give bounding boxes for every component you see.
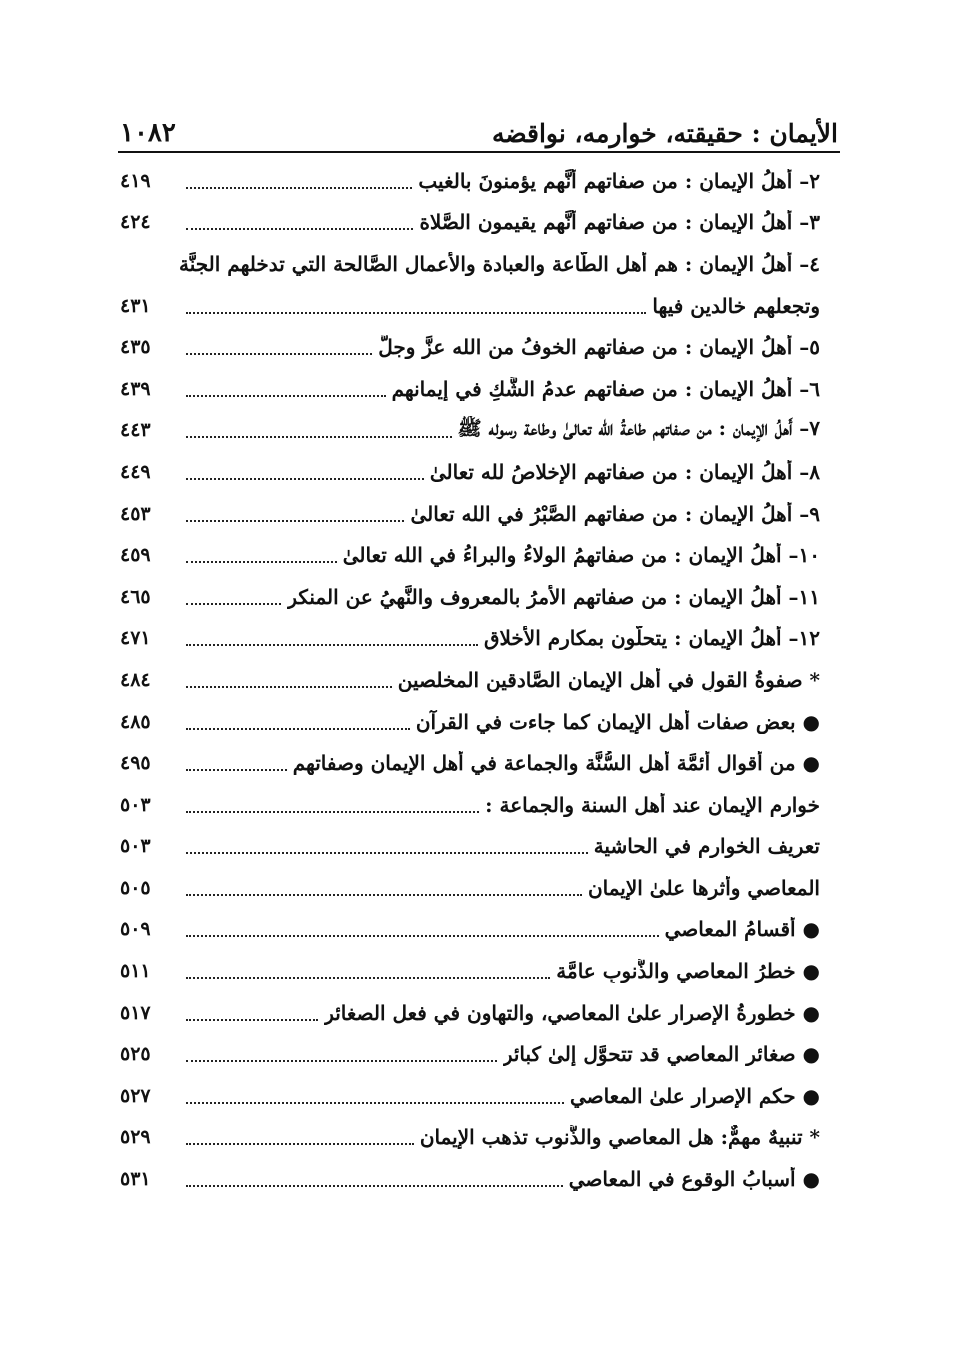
dot-leader bbox=[186, 561, 337, 563]
toc-entry-title: ● خطورةُ الإصرار علىٰ المعاصي، والتهاون في فعل الصغائر bbox=[324, 1000, 820, 1025]
toc-entry-title: ● أقسامُ المعاصي bbox=[664, 917, 820, 942]
toc-entry-title: ● خطرُ المعاصي والذُّنوبِ عامَّة bbox=[556, 959, 820, 984]
page-number: ١٠٨٢ bbox=[120, 118, 176, 148]
toc-entry-title: ٨– أَهلُ الإيمان : من صفاتهم الإخلاصُ لله تعالىٰ bbox=[429, 459, 820, 484]
running-title: الأيمان : حقيقته، خوارمه، نواقضه bbox=[491, 119, 838, 148]
toc-page-number: ٥٢٧ bbox=[120, 1084, 151, 1107]
toc-entry bbox=[120, 1075, 820, 1117]
toc-entry-title: ١٢– أَهلُ الإيمان : يتحلَّون بمكارم الأخلاق bbox=[483, 626, 820, 651]
toc-entry bbox=[120, 243, 820, 285]
dot-leader bbox=[186, 1185, 563, 1187]
toc-entry bbox=[120, 534, 820, 576]
toc-entry bbox=[120, 618, 820, 660]
toc-page-number: ٤٥٩ bbox=[120, 544, 151, 567]
toc-page-number: ٤٨٥ bbox=[120, 710, 151, 733]
toc-page-number: ٤٥٣ bbox=[120, 502, 151, 525]
toc-entry-title: ٢– أَهلُ الإيمانِ : من صفاتهم أنَّهم يؤمنونَ بالغيب bbox=[418, 168, 820, 193]
toc-entry bbox=[120, 451, 820, 493]
toc-entry-title: المعاصي وأثرها علىٰ الإيمان bbox=[587, 875, 820, 900]
toc-entry-title: ١٠– أَهلُ الإيمان : من صفاتهمُ الولاءُ والبراءُ في الله تعالىٰ bbox=[342, 543, 820, 568]
toc-page-number: ٥١٧ bbox=[120, 1001, 151, 1024]
dot-leader bbox=[186, 478, 424, 480]
toc-entry bbox=[120, 410, 820, 452]
toc-entry bbox=[120, 950, 820, 992]
toc-page-number: ٥٢٩ bbox=[120, 1126, 151, 1149]
toc-entry bbox=[120, 992, 820, 1034]
toc-page-number: ٤١٩ bbox=[120, 169, 151, 192]
toc-entry-title: ● صغائر المعاصي قد تتحوَّل إلىٰ كبائر bbox=[502, 1042, 820, 1067]
toc-entry-title: ٣– أَهلُ الإيمان : من صفاتهم أنَّهم يقيمون الصَّلاة bbox=[419, 210, 820, 235]
dot-leader bbox=[186, 436, 452, 438]
toc-entry bbox=[120, 867, 820, 909]
toc-entry bbox=[120, 202, 820, 244]
toc-entry-title: * تنبيهٌ مهمٌّ: هل المعاصي والذُّنوب تذهب الإيمان bbox=[419, 1125, 820, 1150]
toc-entry-title: ٩– أَهلُ الإيمان : من صفاتهم الصَّبْرُ في الله تعالىٰ bbox=[410, 501, 820, 526]
toc-page-number: ٤٤٣ bbox=[120, 419, 151, 442]
dot-leader bbox=[186, 1143, 414, 1145]
toc-entry bbox=[120, 701, 820, 743]
toc-entry bbox=[120, 784, 820, 826]
toc-page-number: ٥٠٣ bbox=[120, 793, 151, 816]
toc-entry bbox=[120, 1117, 820, 1159]
dot-leader bbox=[186, 1102, 564, 1104]
toc-entry bbox=[120, 576, 820, 618]
toc-entry-title: * صفوةُ القولِ في أَهل الإيمان الصَّادقين المخلصين bbox=[397, 667, 820, 692]
dot-leader bbox=[186, 312, 646, 314]
toc-entry bbox=[120, 1158, 820, 1200]
dot-leader bbox=[186, 1060, 497, 1062]
toc-entry-title: ● حكم الإصرار علىٰ المعاصي bbox=[569, 1083, 820, 1108]
toc-entry bbox=[120, 1033, 820, 1075]
dot-leader bbox=[186, 187, 412, 189]
toc-page-number: ٥٠٥ bbox=[120, 876, 151, 899]
toc-entry bbox=[120, 826, 820, 868]
toc-page-number: ٤٦٥ bbox=[120, 585, 151, 608]
dot-leader bbox=[186, 728, 410, 730]
dot-leader bbox=[186, 353, 372, 355]
toc-entry-title: ٧– أَهلُ الإيمان : من صفاتهم طاعةُ الله تعالىٰ وطاعة رسوله ﷺ bbox=[457, 415, 820, 440]
toc-entry bbox=[120, 285, 820, 327]
dot-leader bbox=[186, 977, 550, 979]
toc-entry-title: ٥– أَهلُ الإيمان : من صفاتهم الخوفُ من الله عزَّ وجلَّ bbox=[378, 335, 820, 360]
toc-entry bbox=[120, 659, 820, 701]
toc-entry bbox=[120, 909, 820, 951]
toc-page-number: ٥١١ bbox=[120, 960, 151, 983]
dot-leader bbox=[186, 520, 404, 522]
toc-page-number: ٤٣١ bbox=[120, 294, 151, 317]
dot-leader bbox=[186, 686, 392, 688]
dot-leader bbox=[186, 228, 413, 230]
dot-leader bbox=[186, 1019, 318, 1021]
toc-page-number: ٤٩٥ bbox=[120, 752, 151, 775]
toc-entry-title: ● بعض صفات أَهل الإيمان كما جاءت في القرآن bbox=[415, 709, 820, 734]
toc-entry-title: ٤– أَهلُ الإيمان : هم أَهل الطَّاعة والعبادة والأعمال الصَّالحة التي تدخلهم الجنَّة bbox=[178, 251, 820, 276]
toc-page-number: ٤٧١ bbox=[120, 627, 151, 650]
toc-page-number: ٥٢٥ bbox=[120, 1043, 151, 1066]
toc-entry-title: ٦– أَهلُ الإيمان : من صفاتهم عدمُ الشَّكِ في إيمانهم bbox=[391, 376, 820, 401]
toc-page-number: ٥٠٣ bbox=[120, 835, 151, 858]
toc-entry-title: خوارم الإيمان عند أهل السنة والجماعة : bbox=[485, 792, 820, 817]
dot-leader bbox=[186, 852, 588, 854]
toc-entry-title: ● من أقوال أئمَّة أَهل السُّنَّة والجماعة في أَهل الإيمان وصفاتهم bbox=[292, 751, 820, 776]
toc-entry bbox=[120, 742, 820, 784]
dot-leader bbox=[186, 603, 281, 605]
toc-page-number: ٤٤٩ bbox=[120, 460, 151, 483]
toc-entry-title: ١١– أَهلُ الإيمان : من صفاتهم الأمرُ بالمعروف والنَّهيُ عن المنكر bbox=[287, 584, 820, 609]
toc-entry bbox=[120, 493, 820, 535]
dot-leader bbox=[186, 935, 659, 937]
dot-leader bbox=[186, 395, 386, 397]
toc-entry-title: وتجعلهم خالدين فيها bbox=[652, 293, 820, 318]
toc-page-number: ٥٠٩ bbox=[120, 918, 151, 941]
header-rule bbox=[118, 151, 840, 153]
toc-entry bbox=[120, 368, 820, 410]
toc-page-number: ٤٣٥ bbox=[120, 336, 151, 359]
toc-entry-title: ● أسبابُ الوقوعِ في المعاصي bbox=[568, 1167, 820, 1192]
dot-leader bbox=[186, 811, 479, 813]
toc-page-number: ٥٣١ bbox=[120, 1168, 151, 1191]
toc-entry bbox=[120, 160, 820, 202]
dot-leader bbox=[186, 769, 287, 771]
toc-page-number: ٤٢٤ bbox=[120, 211, 151, 234]
dot-leader bbox=[186, 644, 478, 646]
table-of-contents bbox=[120, 160, 820, 1200]
toc-page-number: ٤٣٩ bbox=[120, 377, 151, 400]
toc-entry bbox=[120, 326, 820, 368]
toc-entry-title: تعريف الخوارم في الحاشية bbox=[593, 834, 820, 859]
toc-page-number: ٤٨٤ bbox=[120, 668, 151, 691]
page-header bbox=[120, 112, 838, 148]
dot-leader bbox=[186, 894, 582, 896]
